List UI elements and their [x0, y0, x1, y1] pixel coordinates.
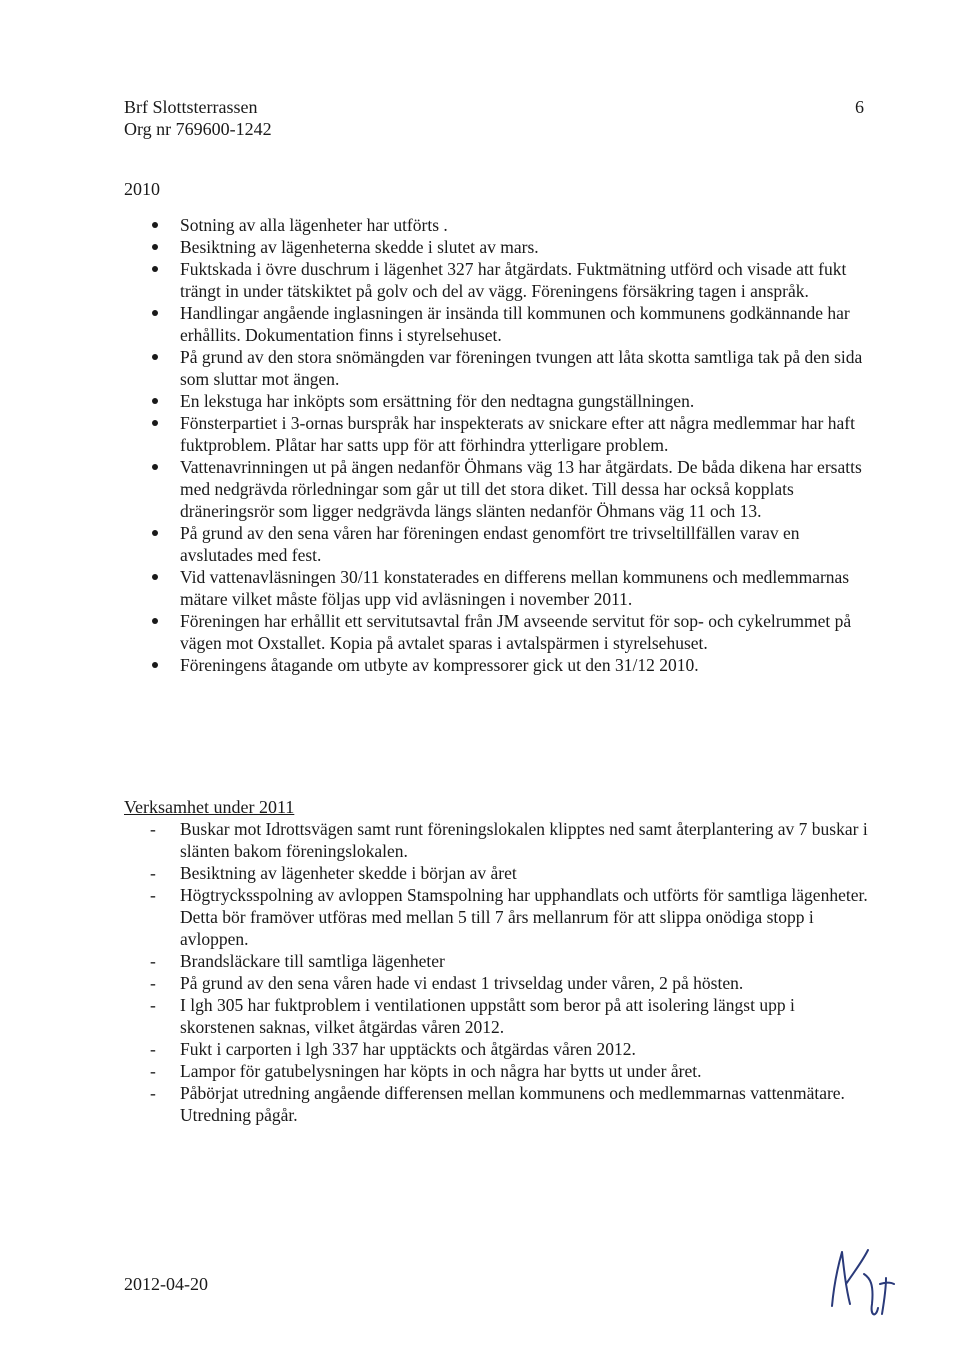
list-item: Fuktskada i övre duschrum i lägenhet 327 har åtgärdats. Fuktmätning utförd och visade att fukt trängt in under tätskiktet på golv och del av vägg. Föreningens försäkring tagen i anspråk. — [150, 258, 870, 302]
footer-date: 2012-04-20 — [124, 1274, 208, 1294]
list-item: - Brandsläckare till samtliga lägenheter — [150, 950, 870, 972]
list-item: Sotning av alla lägenheter har utförts . — [150, 214, 870, 236]
list-item: - Högtrycksspolning av avloppen Stamspolning har upphandlats och utförts för samtliga lägenheter. Detta bör framöver utföras med mellan 5 till 7 års mellanrum för att slippa onödiga stopp i avloppen. — [150, 884, 870, 950]
list-item: Vattenavrinningen ut på ängen nedanför Öhmans väg 13 har åtgärdats. De båda dikena har ersatts med nedgrävda rörledningar som går ut till det stora diket. Till dessa har också kopplats dräneringsrör som ligger nedgrävda längs slänten nedanför Öhmans väg 11 och 13. — [150, 456, 870, 522]
bullet-list-2010 — [150, 214, 870, 676]
dash-list-2011 — [150, 818, 870, 1126]
section-heading-2011: Verksamhet under 2011 — [124, 797, 295, 817]
list-item: Besiktning av lägenheterna skedde i slutet av mars. — [150, 236, 870, 258]
year-heading: 2010 — [124, 179, 160, 199]
list-item: På grund av den sena våren har föreningen endast genomfört tre trivseltillfällen varav en avslutades med fest. — [150, 522, 870, 566]
list-item: Handlingar angående inglasningen är insända till kommunen och kommunens godkännande har erhållits. Dokumentation finns i styrelsehuset. — [150, 302, 870, 346]
list-item: Fönsterpartiet i 3-ornas burspråk har inspekterats av snickare efter att några medlemmar har haft fuktproblem. Plåtar har satts upp för att förhindra ytterligare problem. — [150, 412, 870, 456]
organization-number: Org nr 769600-1242 — [124, 119, 272, 139]
list-item: - Lampor för gatubelysningen har köpts in och några har bytts ut under året. — [150, 1060, 870, 1082]
list-item: Föreningen har erhållit ett servitutsavtal från JM avseende servitut för sop- och cykelrummet på vägen mot Oxstallet. Kopia på avtalet sparas i avtalspärmen i styrelsehuset. — [150, 610, 870, 654]
page-number: 6 — [855, 97, 864, 117]
list-item: - Besiktning av lägenheter skedde i början av året — [150, 862, 870, 884]
list-item: Föreningens åtagande om utbyte av kompressorer gick ut den 31/12 2010. — [150, 654, 870, 676]
list-item: - Buskar mot Idrottsvägen samt runt föreningslokalen klipptes ned samt återplantering av 7 buskar i slänten bakom föreningslokalen. — [150, 818, 870, 862]
organization-name: Brf Slottsterrassen — [124, 97, 258, 117]
list-item: - Påbörjat utredning angående differensen mellan kommunens och medlemmarnas vattenmätare. Utredning pågår. — [150, 1082, 870, 1126]
list-item: Vid vattenavläsningen 30/11 konstaterades en differens mellan kommunens och medlemmarnas mätare vilket måste följas upp vid avläsningen i november 2011. — [150, 566, 870, 610]
list-item: - I lgh 305 har fuktproblem i ventilationen uppstått som beror på att isolering längst upp i skorstenen saknas, vilket åtgärdas våren 2012. — [150, 994, 870, 1038]
list-item: På grund av den stora snömängden var föreningen tvungen att låta skotta samtliga tak på den sida som sluttar mot ängen. — [150, 346, 870, 390]
list-item: - På grund av den sena våren hade vi endast 1 trivseldag under våren, 2 på hösten. — [150, 972, 870, 994]
handwritten-signature — [820, 1244, 900, 1324]
list-item: - Fukt i carporten i lgh 337 har upptäckts och åtgärdas våren 2012. — [150, 1038, 870, 1060]
list-item: En lekstuga har inköpts som ersättning för den nedtagna gungställningen. — [150, 390, 870, 412]
